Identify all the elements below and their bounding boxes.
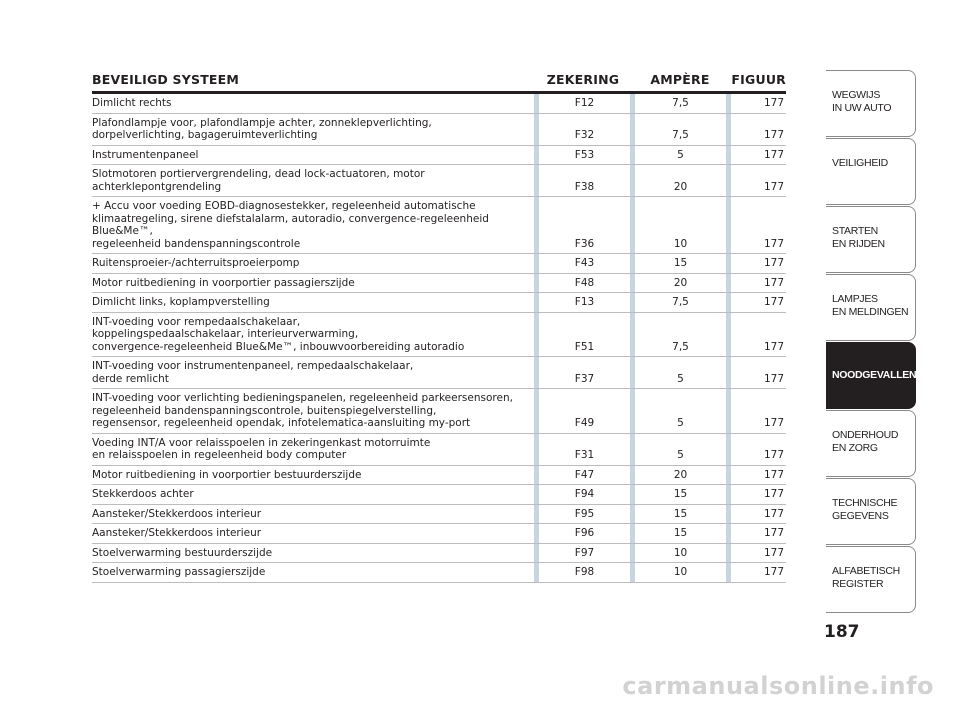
table-row [92,544,786,564]
row-description: Motor ruitbediening in voorportier bestuurderszijde [92,468,362,481]
row-figure: 177 [763,527,784,539]
row-fuse: F36 [574,237,595,250]
row-description: Voeding INT/A voor relaisspoelen in zekeringenkast motorruimte en relaisspoelen in regeleenheid body computer [92,436,431,461]
row-ampere: 5 [677,449,684,461]
row-ampere: 7,5 [672,97,689,109]
row-description: Motor ruitbediening in voorportier passagierszijde [92,276,355,289]
row-ampere: 15 [673,257,688,269]
row-ampere: 15 [673,507,688,520]
row-figure: 177 [763,148,784,161]
tab-chapter[interactable]: STARTEN EN RIJDEN [826,206,916,273]
row-description: Instrumentenpaneel [92,148,199,161]
row-ampere: 5 [677,372,684,385]
row-fuse: F47 [574,468,595,481]
row-description: Stoelverwarming bestuurderszijde [92,546,273,559]
header-protected-system: BEVEILIGD SYSTEEM [92,72,240,87]
row-description: Aansteker/Stekkerdoos interieur [92,507,262,520]
row-description: Ruitensproeier-/achterruitsproeierpomp [92,257,300,269]
table-row [92,197,786,254]
row-ampere: 5 [677,417,684,429]
row-fuse: F43 [574,257,595,269]
table-header [92,64,786,94]
table-row [92,485,786,505]
table-row [92,274,786,294]
row-ampere: 7,5 [672,340,689,353]
tab-chapter[interactable]: WEGWIJS IN UW AUTO [826,70,916,137]
tab-chapter[interactable]: ONDERHOUD EN ZORG [826,410,916,477]
header-figure: FIGUUR [731,72,786,87]
row-ampere: 10 [673,237,688,250]
table-row [92,466,786,486]
row-description: + Accu voor voeding EOBD-diagnosestekker, regeleenheid automatische klimaatregeling, sirene diefstalalarm, autoradio, convergence-regeleenheid Blue&Me™, regeleenheid bandenspanningscontrole [92,200,489,250]
table-row [92,389,786,434]
row-description: Slotmotoren portiervergrendeling, dead lock-actuatoren, motor achterklepontgrendeling [92,168,425,193]
row-ampere: 15 [673,527,688,539]
table-row [92,434,786,466]
fuse-table [92,64,786,583]
table-row [92,563,786,583]
row-description: Plafondlampje voor, plafondlampje achter, zonneklepverlichting, dorpelverlichting, bagageruimteverlichting [92,116,432,141]
row-fuse: F32 [574,129,595,141]
chapter-tabs [826,70,916,614]
row-figure: 177 [763,129,784,141]
row-figure: 177 [763,417,784,429]
row-figure: 177 [763,449,784,461]
row-figure: 177 [763,97,784,109]
row-fuse: F98 [574,566,595,578]
row-ampere: 7,5 [672,296,689,308]
row-ampere: 15 [673,488,688,500]
table-row [92,505,786,525]
tab-chapter[interactable]: ALFABETISCH REGISTER [826,546,916,613]
row-description: Dimlicht rechts [92,97,172,109]
table-body [92,94,786,583]
table-row [92,146,786,166]
row-fuse: F13 [574,296,595,308]
row-figure: 177 [763,468,784,481]
row-fuse: F31 [574,449,595,461]
page-number: 187 [824,622,860,642]
header-ampere: AMPÈRE [650,72,710,87]
row-fuse: F37 [574,372,595,385]
row-figure: 177 [763,566,784,578]
row-fuse: F51 [574,340,595,353]
header-fuse: ZEKERING [546,72,620,87]
row-figure: 177 [763,372,784,385]
row-ampere: 10 [673,546,688,559]
row-ampere: 20 [673,276,688,289]
table-row [92,313,786,358]
row-figure: 177 [763,180,784,193]
row-description: Stoelverwarming passagierszijde [92,566,266,578]
row-description: INT-voeding voor rempedaalschakelaar, koppelingspedaalschakelaar, interieurverwarming, convergence-regeleenheid Blue&Me™, inbouwvoorbereiding autoradio [92,315,465,353]
row-ampere: 5 [677,148,684,161]
table-row [92,94,786,114]
row-fuse: F49 [574,417,595,429]
row-fuse: F96 [574,527,595,539]
row-figure: 177 [763,546,784,559]
watermark: carmanualsonline.info [622,672,934,700]
table-row [92,524,786,544]
row-fuse: F97 [574,546,595,559]
table-row [92,293,786,313]
row-description: Dimlicht links, koplampverstelling [92,296,270,308]
table-row [92,165,786,197]
row-figure: 177 [763,296,784,308]
row-figure: 177 [763,237,784,250]
row-figure: 177 [763,276,784,289]
tab-chapter[interactable]: TECHNISCHE GEGEVENS [826,478,916,545]
row-figure: 177 [763,507,784,520]
row-fuse: F48 [574,276,595,289]
row-description: INT-voeding voor instrumentenpaneel, rempedaalschakelaar, derde remlicht [92,360,414,385]
row-ampere: 20 [673,180,688,193]
row-fuse: F94 [574,488,595,500]
row-description: INT-voeding voor verlichting bedieningspanelen, regeleenheid parkeersensoren, regeleenheid bandenspanningscontrole, buitenspiegelverstelling, regensensor, regeleenheid opendak, infotelematica-aansluiting my-port [92,392,513,429]
row-ampere: 20 [673,468,688,481]
row-fuse: F53 [574,148,595,161]
table-row [92,357,786,389]
table-row [92,114,786,146]
tab-chapter[interactable]: LAMPJES EN MELDINGEN [826,274,916,341]
row-fuse: F12 [574,97,595,109]
row-ampere: 7,5 [672,129,689,141]
row-fuse: F95 [574,507,595,520]
row-ampere: 10 [673,566,688,578]
row-figure: 177 [763,257,784,269]
tab-chapter[interactable]: VEILIGHEID [826,138,916,205]
row-description: Aansteker/Stekkerdoos interieur [92,527,262,539]
row-fuse: F38 [574,180,595,193]
row-figure: 177 [763,340,784,353]
row-figure: 177 [763,488,784,500]
table-row [92,254,786,274]
row-description: Stekkerdoos achter [92,488,194,500]
tab-chapter[interactable]: NOODGEVALLEN [826,342,916,409]
